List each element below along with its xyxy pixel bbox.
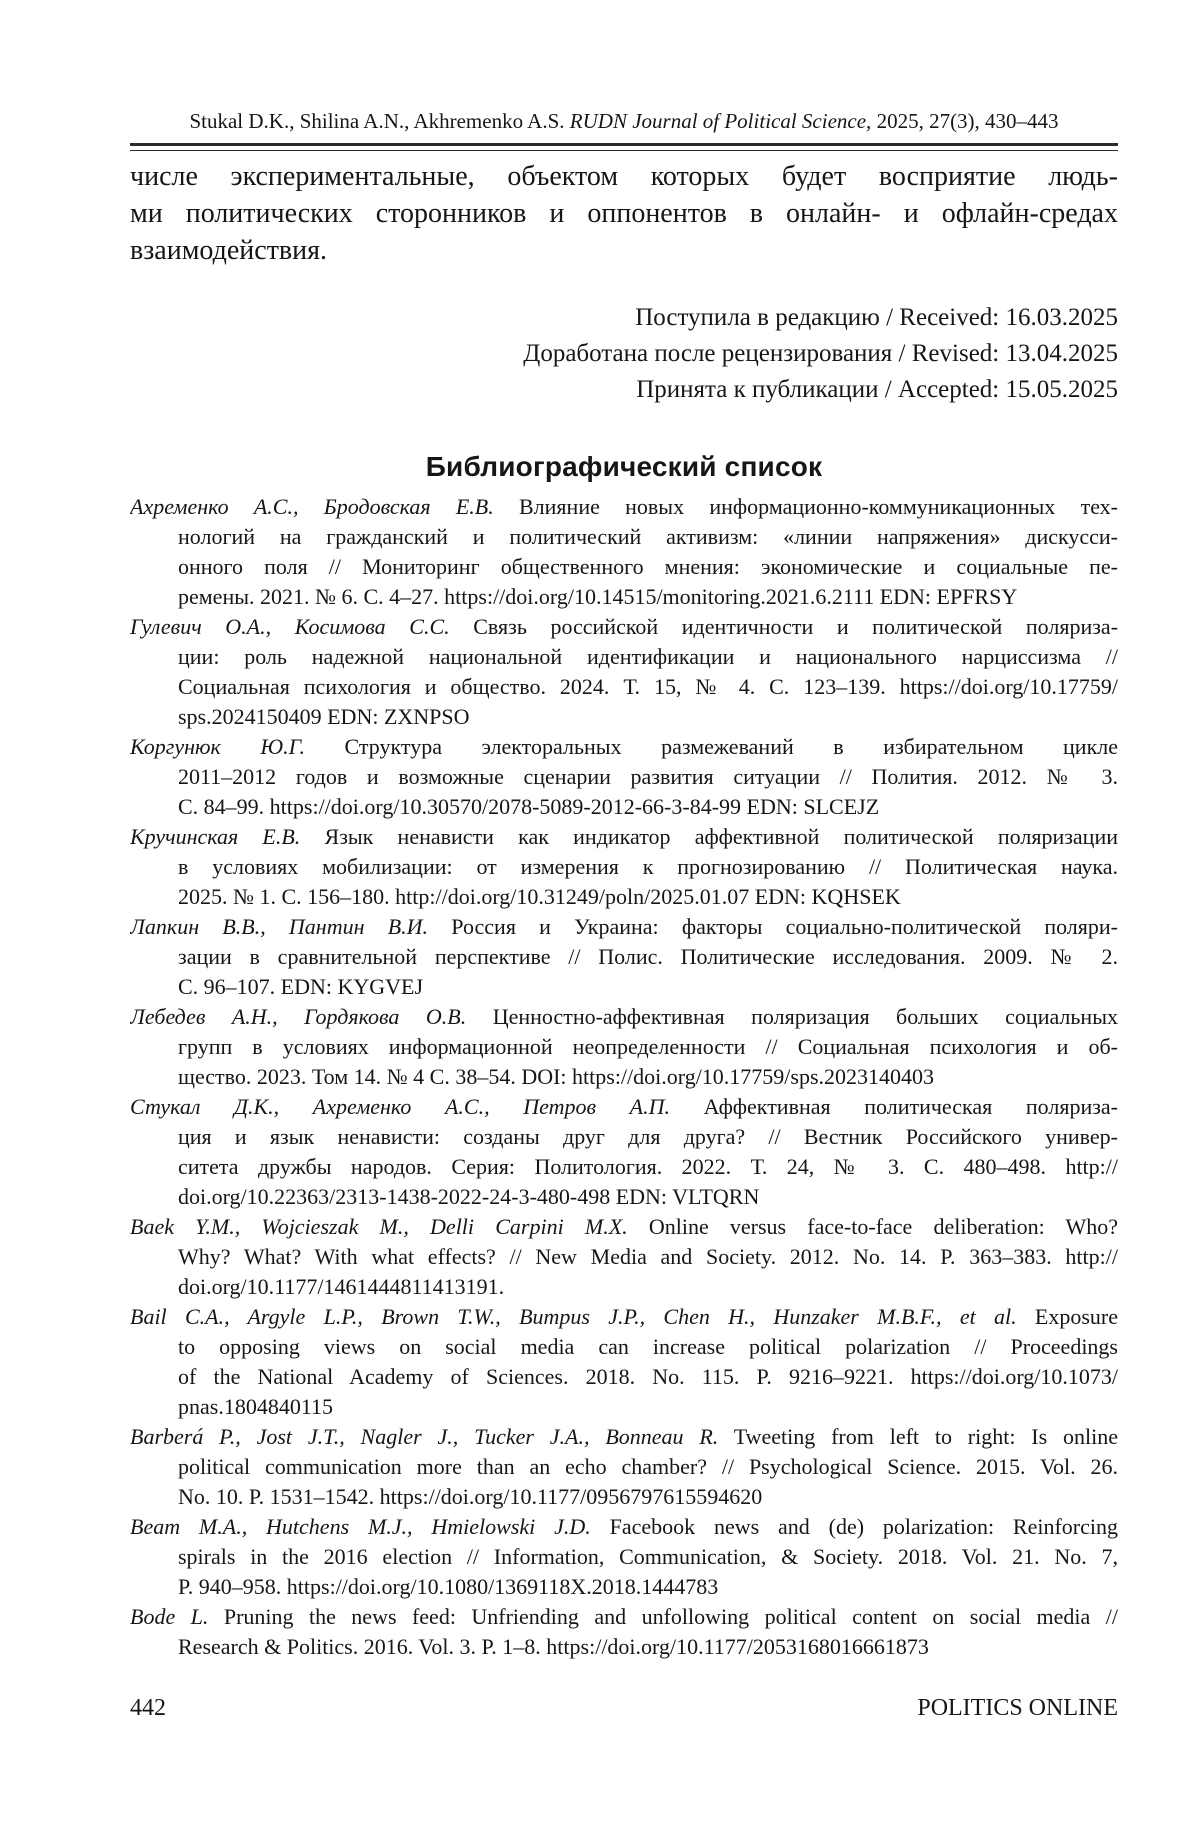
running-title: POLITICS ONLINE [917,1695,1118,1721]
bib-entry [130,1302,1118,1422]
bib-line-text: Влияние новых информационно-коммуникационных тех- [519,494,1118,519]
journal-header [130,108,1118,134]
bib-line [130,612,1118,642]
date-revised: Доработана после рецензирования / Revised: 13.04.2025 [523,340,1118,367]
bib-line: pnas.1804840115 [178,1394,334,1419]
bib-entry-authors: Beam M.A., Hutchens M.J., Hmielowski J.D. [130,1514,591,1539]
bib-line: doi.org/10.22363/2313-1438-2022-24-3-480-498 EDN: VLTQRN [178,1184,760,1209]
bib-line-text: Exposure [1034,1304,1118,1329]
bib-line: в условиях мобилизации: от измерения к прогнозированию // Политическая наука. [178,854,1118,879]
bib-entry-authors: Bode L. [130,1604,209,1629]
bib-line: spirals in the 2016 election // Information, Communication, & Society. 2018. Vol. 21. No. 7, [178,1544,1118,1569]
bib-line-text: Online versus face-to-face deliberation: Who? [648,1214,1118,1239]
bibliography-title: Библиографический список [425,451,823,482]
bib-line-text: Аффективная политическая поляриза- [703,1094,1118,1119]
bib-line: Why? What? With what effects? // New Media and Society. 2012. No. 14. P. 363–383. http:// [178,1244,1118,1269]
bib-line: doi.org/10.1177/1461444811413191. [178,1274,505,1299]
dates-block [130,300,1118,408]
bib-line: Социальная психология и общество. 2024. Т. 15, № 4. С. 123–139. https://doi.org/10.17759/ [178,674,1118,699]
bib-line: political communication more than an echo chamber? // Psychological Science. 2015. Vol. 26. [178,1454,1118,1479]
bib-line: of the National Academy of Sciences. 2018. No. 115. P. 9216–9221. https://doi.org/10.1073/ [178,1364,1118,1389]
date-accepted: Принята к публикации / Accepted: 15.05.2025 [636,376,1118,403]
bib-line: ситета дружбы народов. Серия: Политология. 2022. Т. 24, № 3. С. 480–498. http:// [178,1154,1118,1179]
bib-entry-authors: Кручинская Е.В. [130,824,301,849]
bib-entry-authors: Гулевич О.А., Косимова С.С. [130,614,450,639]
bib-line [130,1302,1118,1332]
bib-line [130,912,1118,942]
bibliography-list [130,492,1118,1662]
intro-line: числе экспериментальные, объектом которых будет восприятие людь- [130,161,1118,192]
bib-line: групп в условиях информационной неопределенности // Социальная психология и об- [178,1034,1118,1059]
bib-entry-authors: Ахременко А.С., Бродовская Е.В. [130,494,494,519]
bib-entry-authors: Лебедев А.Н., Гордякова О.В. [130,1004,467,1029]
bib-line: ции: роль надежной национальной идентификации и национального нарциссизма // [178,644,1118,669]
bib-line-text: Facebook news and (de) polarization: Reinforcing [609,1514,1118,1539]
bib-line-text: Связь российской идентичности и политической поляриза- [473,614,1118,639]
bib-entry [130,492,1118,612]
bib-entry [130,822,1118,912]
bib-line: P. 940–958. https://doi.org/10.1080/1369118X.2018.1444783 [178,1574,719,1599]
bib-entry-authors: Коргунюк Ю.Г. [130,734,305,759]
bib-line [130,822,1118,852]
bib-line: ремены. 2021. № 6. С. 4–27. https://doi.org/10.14515/monitoring.2021.6.2111 EDN: EPFRSY [178,584,1018,609]
page-footer [130,1694,1118,1722]
bib-line: зации в сравнительной перспективе // Полис. Политические исследования. 2009. № 2. [178,944,1118,969]
bib-entry [130,1092,1118,1212]
bib-line [130,1602,1118,1632]
intro-line: ми политических сторонников и оппонентов в онлайн- и офлайн-средах [130,198,1118,229]
bib-line: ция и язык ненависти: созданы друг для друга? // Вестник Российского универ- [178,1124,1118,1149]
bib-entry [130,732,1118,822]
bib-line [130,1092,1118,1122]
bib-line: нологий на гражданский и политический активизм: «линии напряжения» дискусси- [178,524,1118,549]
bib-entry [130,1212,1118,1302]
bib-line-text: Россия и Украина: факторы социально-политической поляри- [451,914,1118,939]
bib-entry [130,1512,1118,1602]
bib-line: онного поля // Мониторинг общественного мнения: экономические и социальные пе- [178,554,1118,579]
page-number: 442 [130,1695,166,1721]
header-authors: Stukal D.K., Shilina A.N., Akhremenko A.S. [189,109,565,133]
bib-line-text: Структура электоральных размежеваний в избирательном цикле [344,734,1118,759]
bib-line [130,732,1118,762]
bib-line: 2025. № 1. С. 156–180. http://doi.org/10.31249/poln/2025.01.07 EDN: KQHSEK [178,884,901,909]
bib-line: Research & Politics. 2016. Vol. 3. P. 1–8. https://doi.org/10.1177/2053168016661873 [178,1634,929,1659]
bib-entry-authors: Стукал Д.К., Ахременко А.С., Петров А.П. [130,1094,670,1119]
bib-line [130,1512,1118,1542]
bib-entry [130,1422,1118,1512]
bib-line [130,492,1118,522]
bib-line [130,1002,1118,1032]
bib-entry-authors: Лапкин В.В., Пантин В.И. [130,914,429,939]
bib-line-text: Ценностно-аффективная поляризация больших социальных [492,1004,1118,1029]
bib-line: щество. 2023. Том 14. № 4 С. 38–54. DOI: https://doi.org/10.17759/sps.2023140403 [178,1064,935,1089]
bib-line [130,1422,1118,1452]
header-divider-rule [130,143,1118,151]
bib-entry [130,1002,1118,1092]
bib-entry-authors: Baek Y.M., Wojcieszak M., Delli Carpini M.X. [130,1214,628,1239]
bib-entry [130,1602,1118,1662]
bib-line: С. 84–99. https://doi.org/10.30570/2078-5089-2012-66-3-84-99 EDN: SLCEJZ [178,794,880,819]
intro-line: взаимодействия. [130,235,328,266]
bib-line: С. 96–107. EDN: KYGVEJ [178,974,424,999]
date-received: Поступила в редакцию / Received: 16.03.2025 [635,304,1118,331]
bib-line-text: Pruning the news feed: Unfriending and unfollowing political content on social media // [223,1604,1118,1629]
bib-entry-authors: Barberá P., Jost J.T., Nagler J., Tucker J.A., Bonneau R. [130,1424,719,1449]
bib-line: No. 10. P. 1531–1542. https://doi.org/10.1177/0956797615594620 [178,1484,763,1509]
bib-entry [130,612,1118,732]
bib-line: sps.2024150409 EDN: ZXNPSO [178,704,470,729]
bib-entry [130,912,1118,1002]
bib-line [130,1212,1118,1242]
header-issue-info: 2025, 27(3), 430–443 [876,109,1059,133]
bib-line-text: Язык ненависти как индикатор аффективной политической поляризации [324,824,1118,849]
bib-line: 2011–2012 годов и возможные сценарии развития ситуации // Полития. 2012. № 3. [178,764,1118,789]
intro-paragraph [130,158,1118,269]
bib-entry-authors: Bail C.A., Argyle L.P., Brown T.W., Bumpus J.P., Chen H., Hunzaker M.B.F., et al. [130,1304,1017,1329]
header-journal-title: RUDN Journal of Political Science, [569,109,872,133]
bib-line: to opposing views on social media can increase political polarization // Proceedings [178,1334,1118,1359]
bib-line-text: Tweeting from left to right: Is online [733,1424,1118,1449]
